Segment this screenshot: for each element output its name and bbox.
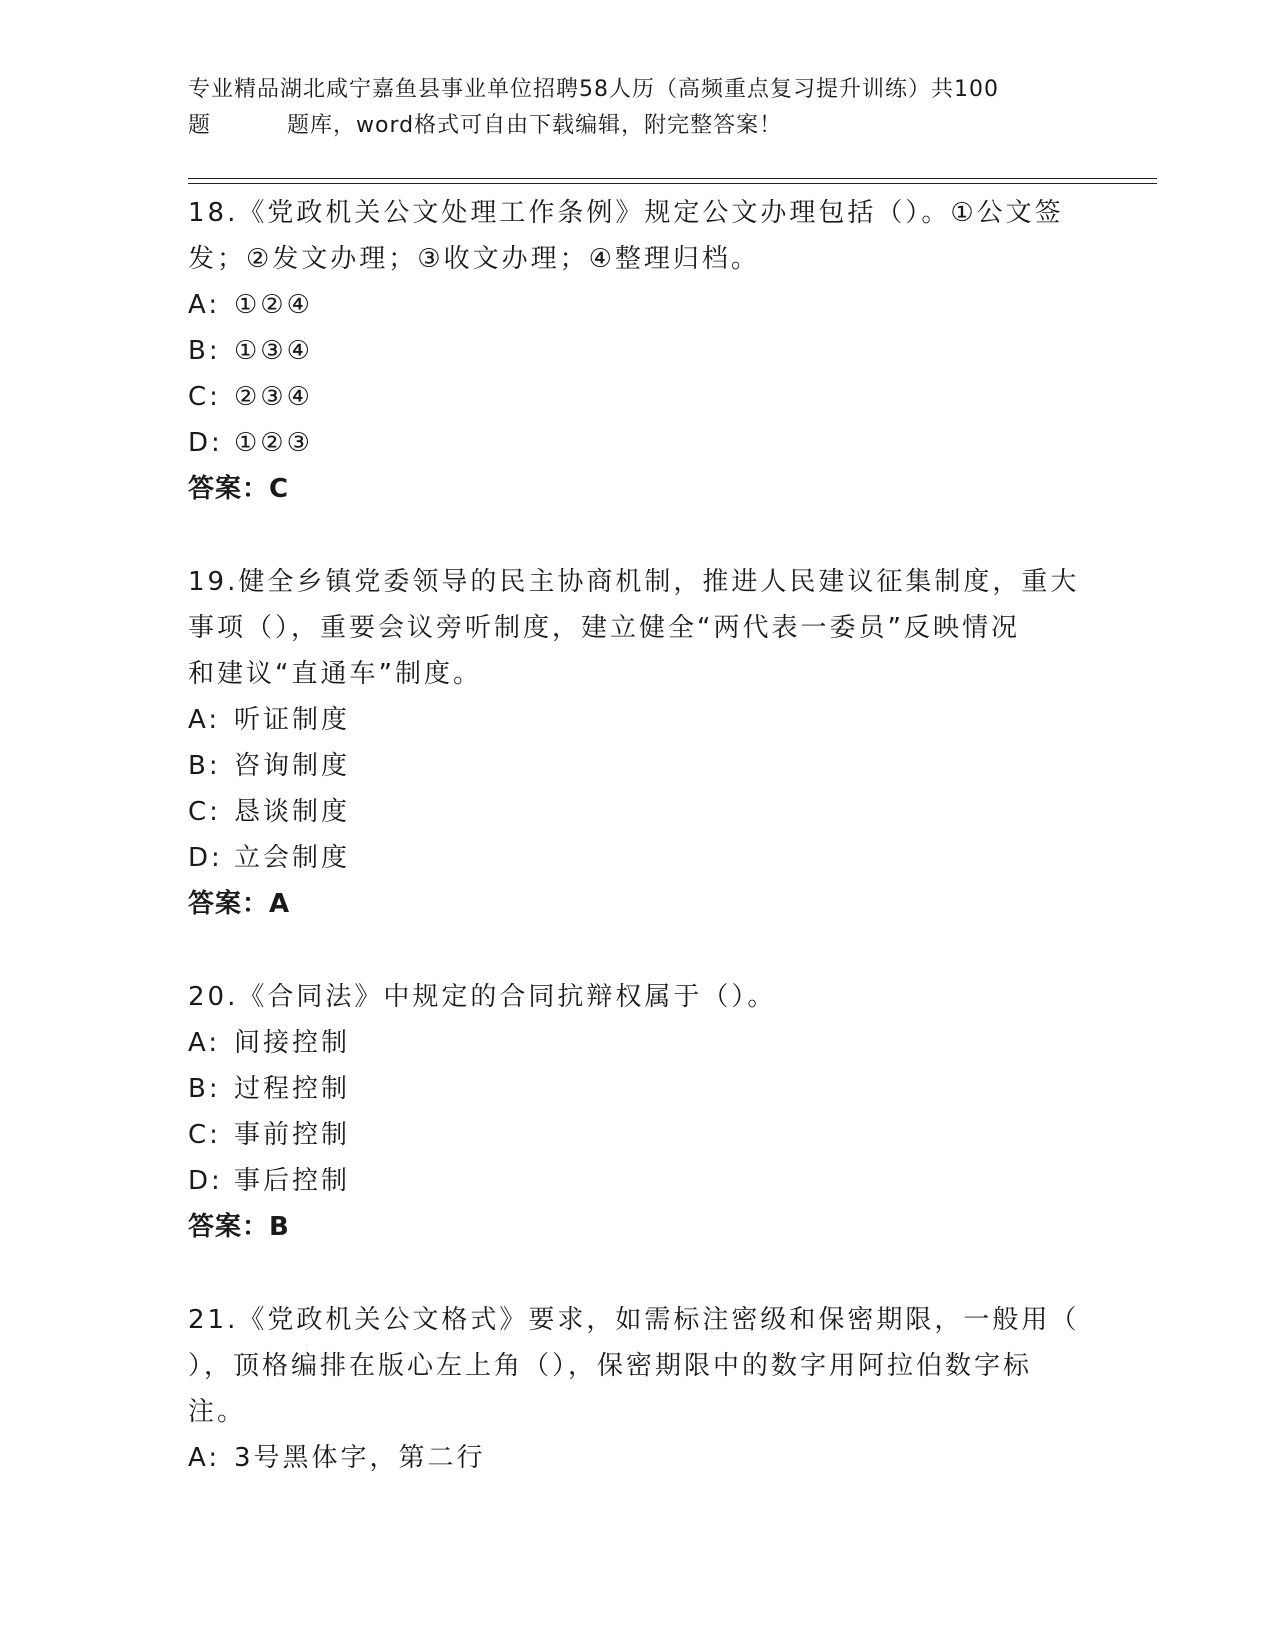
question-19 xyxy=(188,559,1088,927)
option-text: 听证制度 xyxy=(234,705,351,735)
option-c xyxy=(188,374,1088,420)
option-text: ①②③ xyxy=(234,428,313,458)
option-text: 间接控制 xyxy=(234,1028,351,1058)
header-divider-bottom xyxy=(188,183,1157,184)
option-letter: A: xyxy=(188,290,221,320)
answer-line: 答案：B xyxy=(188,1212,290,1242)
option-letter: B: xyxy=(188,751,221,781)
option-letter: A: xyxy=(188,1443,221,1473)
option-letter: B: xyxy=(188,1074,221,1104)
option-b xyxy=(188,1066,1088,1112)
option-letter: D: xyxy=(188,1166,223,1196)
option-text: ②③④ xyxy=(234,382,313,412)
option-d xyxy=(188,835,1088,881)
document-header xyxy=(188,72,1068,144)
option-text: ①②④ xyxy=(234,290,313,320)
option-letter: B: xyxy=(188,336,221,366)
header-line2-left: 题 xyxy=(188,113,212,138)
question-20 xyxy=(188,974,1088,1250)
option-text: 咨询制度 xyxy=(234,751,351,781)
header-title-line2 xyxy=(188,108,1068,144)
question-21 xyxy=(188,1297,1088,1481)
option-text: 3号黑体字，第二行 xyxy=(234,1443,486,1473)
option-a xyxy=(188,282,1088,328)
option-letter: C: xyxy=(188,1120,221,1150)
option-letter: C: xyxy=(188,797,221,827)
option-a xyxy=(188,697,1088,743)
option-b xyxy=(188,743,1088,789)
option-c xyxy=(188,1112,1088,1158)
option-text: 事后控制 xyxy=(234,1166,351,1196)
question-text: 21.《党政机关公文格式》要求，如需标注密级和保密期限，一般用（ ），顶格编排在版心左上角（），保密期限中的数字用阿拉伯数字标 注。 xyxy=(188,1305,1080,1427)
answer-line: 答案：A xyxy=(188,889,291,919)
option-text: 恳谈制度 xyxy=(234,797,351,827)
option-text: 过程控制 xyxy=(234,1074,351,1104)
option-text: ①③④ xyxy=(234,336,313,366)
option-letter: D: xyxy=(188,843,223,873)
header-title-line1: 专业精品湖北咸宁嘉鱼县事业单位招聘58人历（高频重点复习提升训练）共100 xyxy=(188,77,999,102)
question-text: 19.健全乡镇党委领导的民主协商机制，推进人民建议征集制度，重大 事项（），重要会议旁听制度，建立健全“两代表一委员”反映情况 和建议“直通车”制度。 xyxy=(188,567,1080,689)
option-b xyxy=(188,328,1088,374)
option-letter: D: xyxy=(188,428,223,458)
option-d xyxy=(188,420,1088,466)
option-letter: C: xyxy=(188,382,221,412)
header-line2-right: 题库，word格式可自由下载编辑，附完整答案！ xyxy=(287,113,783,138)
option-a xyxy=(188,1020,1088,1066)
option-letter: A: xyxy=(188,1028,221,1058)
question-18 xyxy=(188,190,1088,512)
option-c xyxy=(188,789,1088,835)
option-letter: A: xyxy=(188,705,221,735)
option-d xyxy=(188,1158,1088,1204)
option-a xyxy=(188,1435,1088,1481)
answer-line: 答案：C xyxy=(188,474,290,504)
question-text: 20.《合同法》中规定的合同抗辩权属于（）。 xyxy=(188,982,777,1012)
question-list xyxy=(188,190,1088,1481)
header-divider-top xyxy=(188,178,1157,179)
option-text: 事前控制 xyxy=(234,1120,351,1150)
option-text: 立会制度 xyxy=(234,843,351,873)
question-text: 18.《党政机关公文处理工作条例》规定公文办理包括（）。①公文签 发；②发文办理；③收文办理；④整理归档。 xyxy=(188,198,1064,274)
